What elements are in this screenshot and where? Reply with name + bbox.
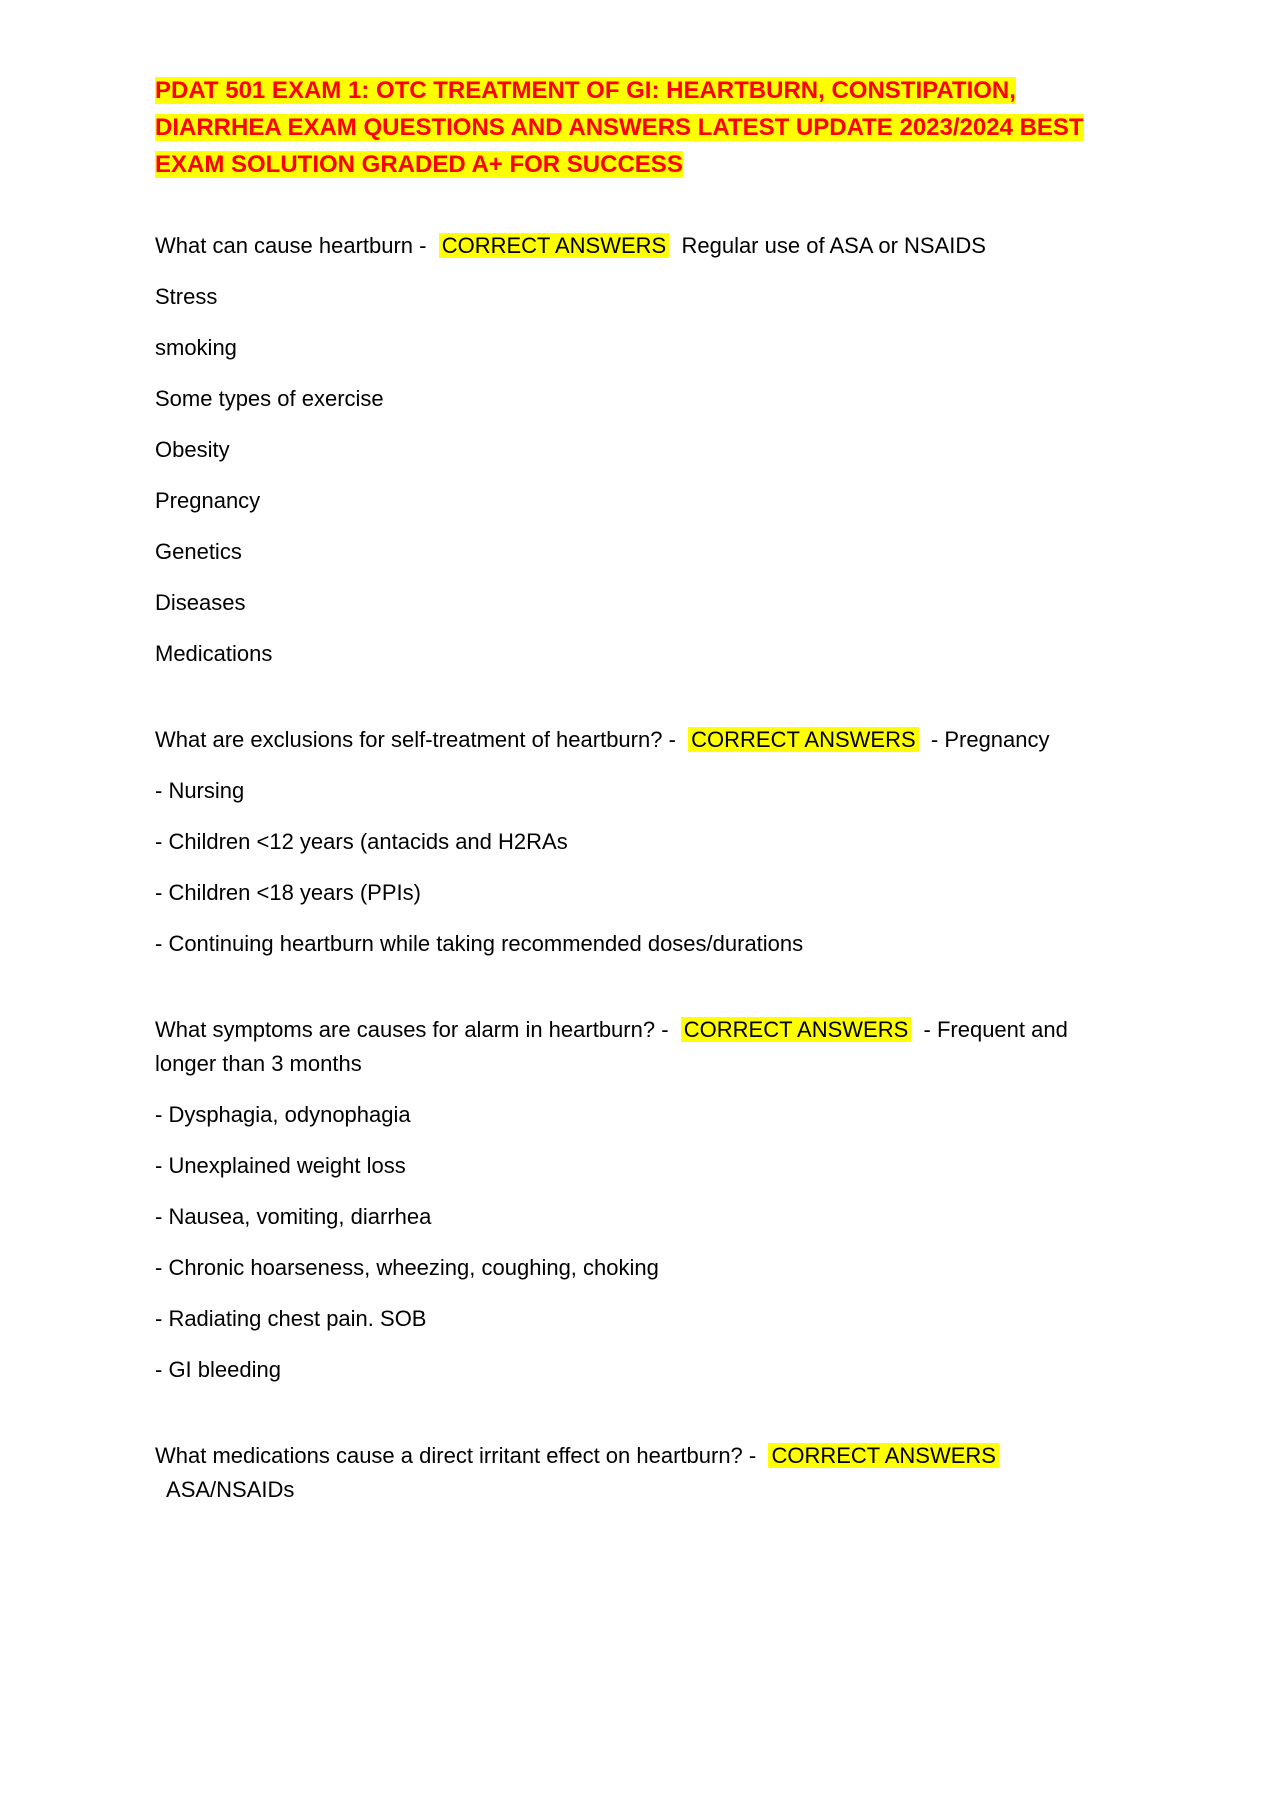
question-text: What are exclusions for self-treatment of heartburn? - <box>155 727 676 752</box>
answer-line: - Chronic hoarseness, wheezing, coughing, choking <box>155 1255 659 1280</box>
qa-item-2 <box>155 723 1135 961</box>
answer-line: Pregnancy <box>155 488 261 513</box>
answer-line: - GI bleeding <box>155 1357 281 1382</box>
answer-text: ASA/NSAIDs <box>166 1477 295 1502</box>
question-line <box>155 1439 1135 1507</box>
answer-line: Medications <box>155 641 273 666</box>
answer-line: - Radiating chest pain. SOB <box>155 1306 427 1331</box>
question-line <box>155 1013 1135 1081</box>
document-title <box>155 72 1135 183</box>
answer-line: - Nursing <box>155 778 245 803</box>
correct-answers-label: CORRECT ANSWERS <box>439 233 670 258</box>
answer-line: - Children <18 years (PPIs) <box>155 880 421 905</box>
answer-line: Stress <box>155 284 218 309</box>
correct-answers-label: CORRECT ANSWERS <box>681 1017 912 1042</box>
answer-text: - Frequent and longer than 3 months <box>155 1017 1068 1076</box>
question-text: What medications cause a direct irritant effect on heartburn? - <box>155 1443 757 1468</box>
answer-line: - Dysphagia, odynophagia <box>155 1102 411 1127</box>
qa-item-1 <box>155 229 1135 671</box>
question-line <box>155 229 1135 263</box>
answer-line: - Continuing heartburn while taking recommended doses/durations <box>155 931 804 956</box>
qa-item-3 <box>155 1013 1135 1387</box>
correct-answers-label: CORRECT ANSWERS <box>688 727 919 752</box>
answer-line: Diseases <box>155 590 246 615</box>
answer-line: - Children <12 years (antacids and H2RAs <box>155 829 568 854</box>
question-line <box>155 723 1135 757</box>
answer-text: - Pregnancy <box>930 727 1050 752</box>
document-page <box>155 72 1135 1559</box>
question-text: What symptoms are causes for alarm in heartburn? - <box>155 1017 669 1042</box>
answer-line: Some types of exercise <box>155 386 384 411</box>
answer-text: Regular use of ASA or NSAIDS <box>681 233 986 258</box>
answer-line: - Nausea, vomiting, diarrhea <box>155 1204 432 1229</box>
correct-answers-label: CORRECT ANSWERS <box>768 1443 999 1468</box>
document-title-text: PDAT 501 EXAM 1: OTC TREATMENT OF GI: HEARTBURN, CONSTIPATION, DIARRHEA EXAM QUESTIONS AND ANSWERS LATEST UPDATE 2023/2024 BEST EXAM SOLUTION GRADED A+ FOR SUCCESS <box>155 77 1084 178</box>
answer-line: - Unexplained weight loss <box>155 1153 406 1178</box>
answer-line: Obesity <box>155 437 230 462</box>
qa-item-4 <box>155 1439 1135 1507</box>
answer-line: Genetics <box>155 539 242 564</box>
answer-line: smoking <box>155 335 237 360</box>
question-text: What can cause heartburn - <box>155 233 427 258</box>
